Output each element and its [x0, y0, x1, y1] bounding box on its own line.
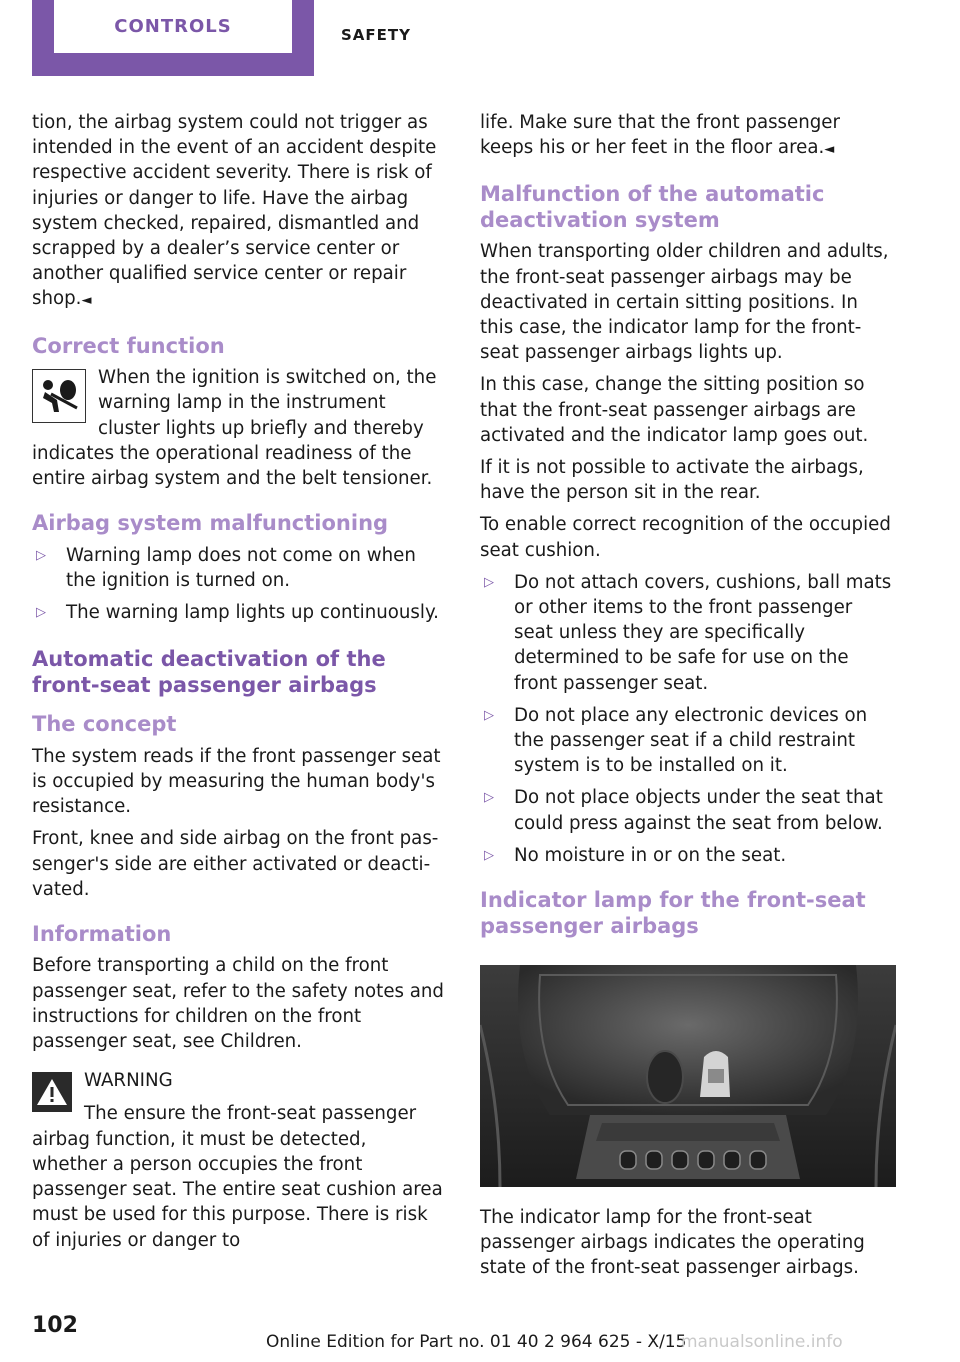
indicator-heading: Indicator lamp for the front-seat passenger airbags	[480, 888, 866, 938]
end-mark: ◄	[81, 293, 92, 309]
warning-text: The ensure the front-seat passenger airbag function, it must be detected, whether a person occupies the front passenger seat. The entire seat cushion area must be used for this purpose. There is risk of injuries or danger to	[32, 1103, 443, 1251]
correct-function-heading: Correct function	[32, 333, 225, 358]
list-item: ▷ Do not place any electronic devices on the passenger seat if a child restraint system is to be installed on it.	[484, 704, 868, 777]
continuation-text: life. Make sure that the front passenger keeps his or her feet in the floor area.◄	[480, 112, 840, 159]
end-mark: ◄	[824, 142, 835, 158]
edition-text: Online Edition for Part no. 01 40 2 964 625 - X/15	[266, 1332, 687, 1352]
information-heading: Information	[32, 921, 172, 946]
malfunction-heading: Airbag system malfunctioning	[32, 511, 389, 536]
bullet-icon: ▷	[484, 790, 494, 806]
recognition-list	[480, 570, 896, 868]
indicator-caption: The indicator lamp for the front-seat passenger airbags indicates the operating state of the front-seat passenger airbags.	[480, 1207, 865, 1279]
auto-malfunction-heading: Malfunction of the automatic deactivation system	[480, 182, 825, 232]
bullet-icon: ▷	[36, 605, 46, 621]
malfunction-list	[32, 543, 446, 626]
auto-malfunction-paragraph: If it is not possible to activate the airbags, have the person sit in the rear.	[480, 457, 864, 504]
bullet-icon: ▷	[484, 707, 494, 723]
overhead-console-photo	[480, 965, 896, 1187]
intro-paragraph: tion, the airbag system could not trigger as intended in the event of an accident despite respective accident severity. There is risk of injuries or danger to life. Have the airbag system checked, repaired, dismantled and scrapped by a dealer’s service center or another qualified service center or repair shop.◄	[32, 112, 437, 310]
auto-deactivation-heading: Automatic deactivation of the front-seat passenger airbags	[32, 647, 386, 697]
left-column	[32, 110, 446, 1260]
list-item: ▷ Warning lamp does not come on when the ignition is turned on.	[36, 544, 416, 591]
concept-paragraph: Front, knee and side airbag on the front passenger's side are either activated or deactivated.	[32, 828, 439, 900]
list-item: ▷ Do not place objects under the seat that could press against the seat from below.	[484, 787, 883, 834]
concept-paragraph: The system reads if the front passenger seat is occupied by measuring the human body's resistance.	[32, 745, 441, 818]
auto-malfunction-paragraph: In this case, change the sitting position so that the front-seat passenger airbags are activated and the indicator lamp goes out.	[480, 374, 869, 446]
tab-controls-label: CONTROLS	[114, 16, 232, 37]
right-column	[480, 110, 896, 1288]
information-text: Before transporting a child on the front passenger seat, refer to the safety notes and instructions for children on the front passenger seat, see Children.	[32, 955, 444, 1053]
correct-function-text: When the ignition is switched on, the warning lamp in the instrument cluster lights up briefly and thereby indicates the operational readiness of the entire airbag system and the belt tensioner.	[32, 367, 437, 489]
list-item: ▷ The warning lamp lights up continuously.	[32, 600, 446, 625]
warning-label: WARNING	[84, 1070, 173, 1092]
watermark: manualsonline.info	[681, 1332, 843, 1352]
auto-malfunction-paragraph: When transporting older children and adults, the front-seat passenger airbags may be deactivated in certain sitting positions. In this case, the indicator lamp for the front-seat passenger airbags lights up.	[480, 241, 889, 364]
tab-controls-inner	[54, 0, 292, 53]
warning-triangle-icon	[32, 1072, 72, 1112]
auto-malfunction-paragraph: To enable correct recognition of the occupied seat cushion.	[480, 514, 891, 561]
bullet-icon: ▷	[484, 847, 494, 863]
tab-controls[interactable]	[32, 0, 314, 76]
list-item: ▷ Do not attach covers, cushions, ball mats or other items to the front passenger seat unless they are specifically determined to be safe for use on the front passenger seat.	[484, 571, 892, 694]
warning-block	[32, 1068, 446, 1252]
concept-heading: The concept	[32, 712, 177, 737]
correct-function-block	[32, 365, 446, 491]
bullet-icon: ▷	[36, 547, 46, 563]
list-item: ▷ No moisture in or on the seat.	[480, 843, 896, 868]
tab-safety-label[interactable]: SAFETY	[341, 26, 411, 44]
page-number: 102	[32, 1313, 78, 1338]
airbag-warning-icon	[32, 369, 86, 423]
bullet-icon: ▷	[484, 574, 494, 590]
